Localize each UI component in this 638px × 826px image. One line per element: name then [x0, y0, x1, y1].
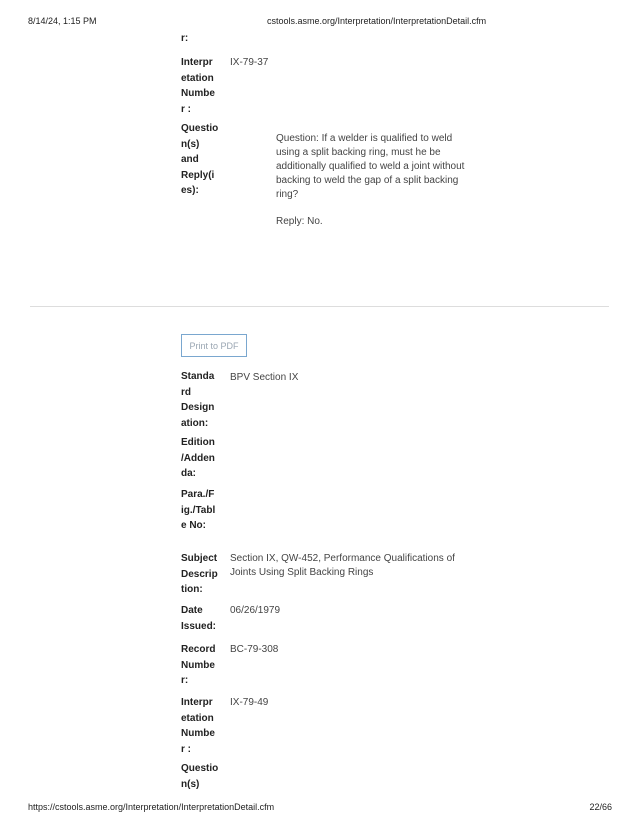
date-issued-label: Date Issued: — [181, 605, 217, 632]
record-number-label: Record Numbe r: — [181, 644, 216, 686]
date-issued-value: 06/26/1979 — [230, 605, 281, 616]
question-text: Question: If a welder is qualified to weld using a split backing ring, must he be additionally qualified to weld a joint without backing to weld the gap of a split backing ring? — [276, 133, 465, 200]
questions-replies-label: Questio n(s) and Reply(i es): — [181, 123, 219, 196]
record-number-label-tail: r: — [181, 33, 189, 44]
interpretation-number-label: Interpr etation Numbe r : — [181, 57, 215, 115]
questions-label: Questio n(s) — [181, 763, 219, 790]
edition-addenda-label: Edition /Adden da: — [181, 437, 215, 479]
page-number: 22/66 — [589, 802, 612, 812]
interpretation-number-value: IX-79-37 — [230, 57, 269, 68]
reply-text: Reply: No. — [276, 216, 323, 227]
subject-description-label: Subject Descrip tion: — [181, 553, 218, 595]
interpretation-number-value: IX-79-49 — [230, 697, 269, 708]
standard-designation-label: Standa rd Design ation: — [181, 371, 215, 429]
record-number-value: BC-79-308 — [230, 644, 279, 655]
interpretation-number-label: Interpr etation Numbe r : — [181, 697, 215, 755]
para-fig-table-label: Para./F ig./Tabl e No: — [181, 489, 216, 531]
standard-designation-value: BPV Section IX — [230, 372, 299, 383]
print-to-pdf-button[interactable]: Print to PDF — [181, 334, 247, 357]
print-footer-url: https://cstools.asme.org/Interpretation/InterpretationDetail.cfm — [28, 802, 275, 812]
subject-description-value: Section IX, QW-452, Performance Qualifications of Joints Using Split Backing Rings — [230, 553, 455, 578]
print-header-url: cstools.asme.org/Interpretation/InterpretationDetail.cfm — [267, 16, 487, 26]
print-datetime: 8/14/24, 1:15 PM — [28, 16, 97, 26]
section-divider — [30, 306, 609, 307]
